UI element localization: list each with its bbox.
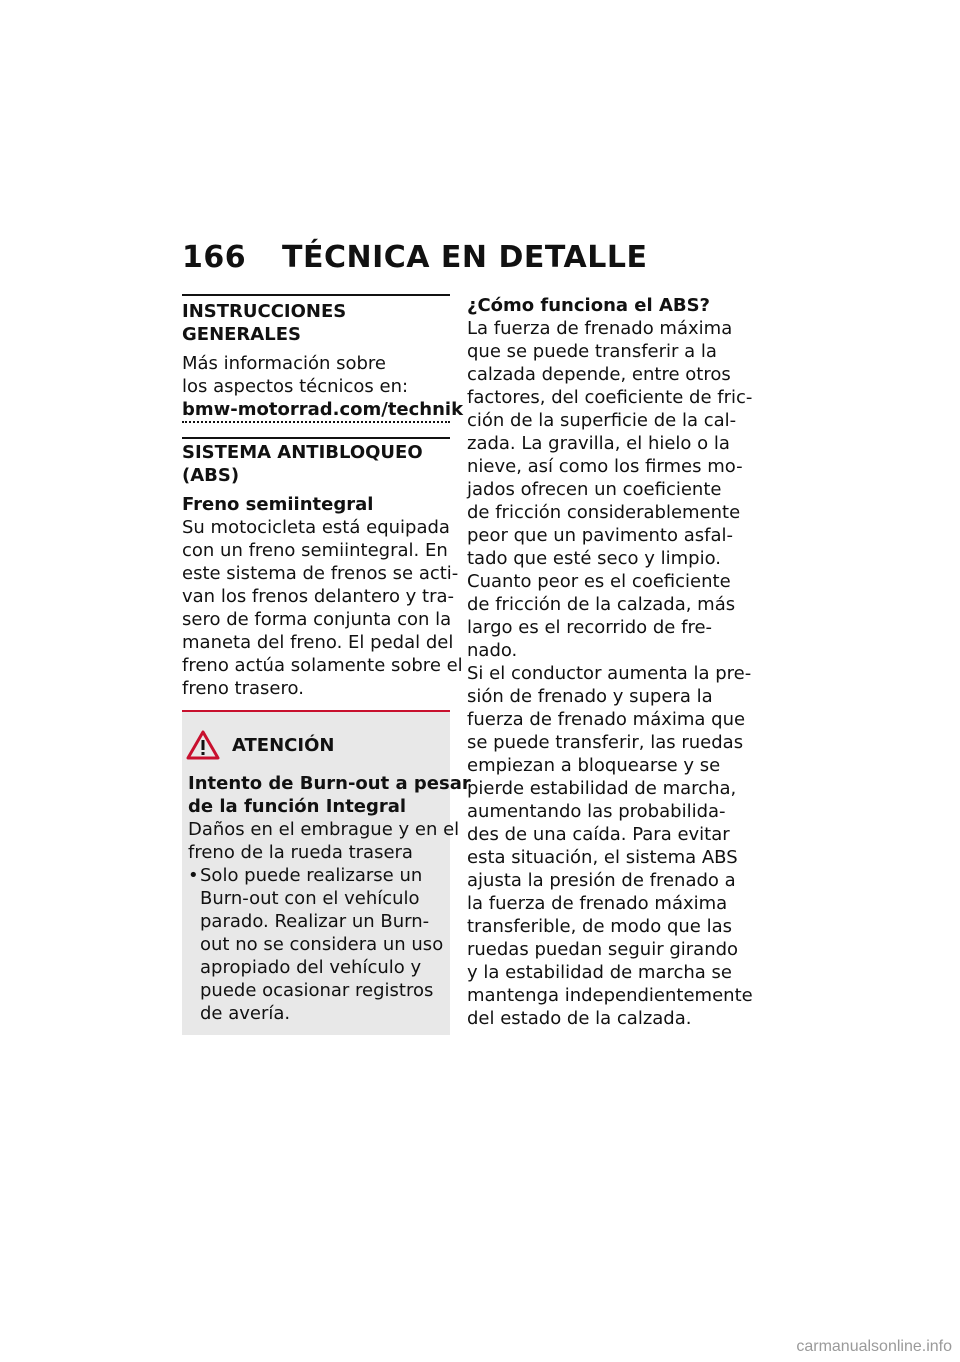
bullet-symbol: • bbox=[188, 865, 199, 886]
general-info-text: Más información sobre los aspectos técnicos en: bbox=[182, 353, 409, 397]
chapter-title: TÉCNICA EN DETALLE bbox=[282, 240, 648, 275]
subsection-title-abs-how: ¿Cómo funciona el ABS? bbox=[467, 295, 710, 316]
warning-bullet bbox=[188, 864, 444, 1025]
section-title-general: INSTRUCCIONES GENERALES bbox=[182, 301, 347, 345]
right-column bbox=[467, 294, 753, 1030]
bullet-text: Solo puede realizarse un Burn-out con el vehículo parado. Realizar un Burn- out no se considera un uso apropiado del vehículo y puede ocasionar registros de avería. bbox=[200, 865, 444, 1024]
warning-header bbox=[186, 730, 444, 760]
subsection-title-semiintegral: Freno semiintegral bbox=[182, 494, 374, 515]
page-number: 166 bbox=[182, 240, 247, 275]
warning-label: ATENCIÓN bbox=[232, 734, 335, 756]
warning-triangle-icon bbox=[186, 730, 220, 760]
warning-box bbox=[182, 710, 471, 1035]
warning-consequence: Daños en el embrague y en el freno de la rueda trasera bbox=[188, 819, 460, 863]
semiintegral-body: Su motocicleta está equipada con un freno semiintegral. En este sistema de frenos se acti- van los frenos delantero y tra- sero de forma conjunta con la maneta del freno. El pedal del freno actúa solamente sobre el freno trasero. bbox=[182, 517, 463, 699]
technik-link[interactable]: bmw-motorrad.com/technik bbox=[182, 398, 450, 423]
watermark: carmanualsonline.info bbox=[796, 1338, 952, 1355]
abs-how-body: La fuerza de frenado máxima que se puede transferir a la calzada depende, entre otros factores, del coeficiente de fric- ción de la superficie de la cal- zada. La gravilla, el hielo o la nieve, así como los firmes mo- jados ofrecen un coeficiente de fricción considerablemente peor que un pavimento asfal- tado que esté seco y limpio. Cuanto peor es el coeficiente de fricción de la calzada, más largo es el recorrido de fre- nado. Si el conductor aumenta la pre- sión de frenado y supera la fuerza de frenado máxima que se puede transferir, las ruedas empiezan a bloquearse y se pierde estabilidad de marcha, aumentando las probabilida- des de una caída. Para evitar esta situación, el sistema ABS ajusta la presión de frenado a la fuerza de frenado máxima transferible, de modo que las ruedas puedan seguir girando y la estabilidad de marcha se mantenga independientemente del estado de la calzada. bbox=[467, 318, 753, 1029]
warning-title: Intento de Burn-out a pesar de la función Integral bbox=[188, 773, 471, 817]
section-title-abs: SISTEMA ANTIBLOQUEO (ABS) bbox=[182, 442, 423, 486]
page-header bbox=[182, 240, 647, 275]
left-column bbox=[182, 294, 471, 1035]
section-divider bbox=[182, 294, 450, 296]
section-divider bbox=[182, 437, 450, 439]
